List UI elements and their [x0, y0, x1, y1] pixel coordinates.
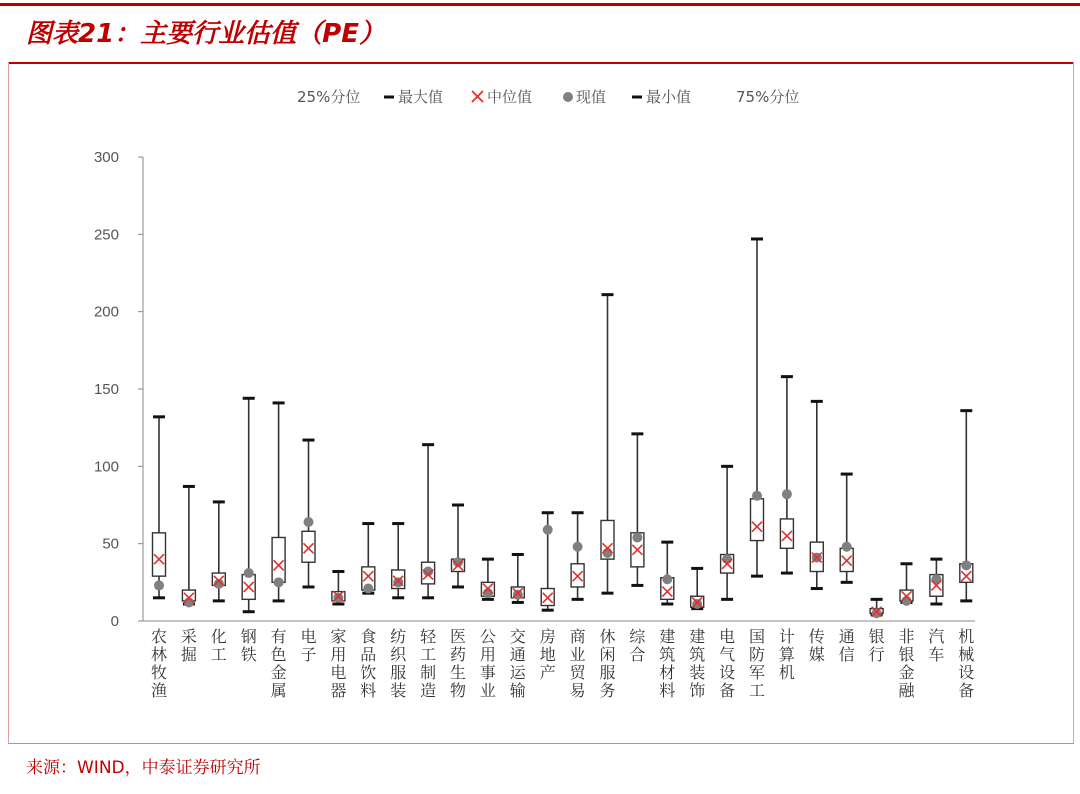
box-group [452, 505, 465, 587]
legend-item [632, 88, 691, 106]
current-value-marker [184, 597, 194, 607]
legend-item [563, 88, 606, 106]
x-category-label: 计算机 [778, 627, 795, 682]
legend-label: 最小值 [646, 88, 692, 106]
current-value-marker [304, 517, 314, 527]
current-value-marker [872, 608, 882, 618]
x-category-label: 建筑装饰 [689, 627, 706, 700]
box-group [810, 401, 823, 588]
y-tick-label: 200 [93, 303, 119, 321]
current-value-marker [782, 489, 792, 499]
x-category-label: 交通运输 [509, 627, 526, 700]
box-group [362, 524, 375, 594]
x-category-label: 银行 [868, 627, 885, 664]
x-category-label: 公用事业 [479, 627, 496, 700]
x-category-label: 综合 [629, 627, 646, 664]
y-tick-label: 250 [93, 226, 119, 244]
x-category-label: 传媒 [808, 627, 825, 664]
x-category-label: 建筑材料 [659, 627, 676, 700]
current-value-marker [692, 599, 702, 609]
legend-label: 25%分位 [297, 88, 361, 106]
x-category-label: 化工 [210, 627, 227, 664]
figure-title: 图表21：主要行业估值（PE） [26, 19, 385, 49]
legend-item [472, 88, 532, 106]
box-group [422, 445, 435, 598]
x-category-label: 有色金属 [270, 627, 287, 700]
legend-dot-symbol [563, 92, 573, 102]
box-group [900, 564, 913, 606]
x-category-label: 非银金融 [898, 627, 915, 700]
box-group [302, 440, 315, 587]
current-value-marker [333, 593, 343, 603]
x-category-label: 商业贸易 [569, 627, 586, 700]
x-category-label: 轻工制造 [420, 627, 437, 700]
current-value-marker [902, 596, 912, 606]
current-value-marker [842, 542, 852, 552]
y-tick-label: 0 [110, 613, 119, 630]
box-group [661, 542, 674, 604]
x-category-label: 电子 [300, 627, 317, 664]
box-group [182, 486, 195, 607]
iqr-box [780, 519, 793, 548]
box-group [870, 599, 883, 618]
x-category-label: 食品饮料 [360, 627, 377, 700]
box-group [272, 403, 285, 601]
y-tick-label: 150 [93, 381, 119, 398]
chart-legend [297, 88, 799, 106]
source-note: 来源：WIND，中泰证券研究所 [26, 758, 261, 778]
x-category-label: 电气设备 [719, 627, 736, 700]
box-group [571, 513, 584, 600]
y-tick-label: 300 [93, 149, 119, 166]
current-value-marker [722, 554, 732, 564]
box-group [481, 559, 494, 599]
legend-item [736, 88, 799, 106]
y-tick-label: 50 [102, 535, 119, 553]
current-value-marker [274, 577, 284, 587]
box-group [751, 239, 764, 576]
x-category-label: 通信 [838, 627, 855, 664]
footer-divider [8, 743, 1074, 744]
box-group [631, 434, 644, 586]
current-value-marker [752, 491, 762, 501]
box-group [392, 524, 405, 598]
x-category-label: 国防军工 [748, 627, 766, 700]
current-value-marker [603, 548, 613, 558]
legend-label: 现值 [576, 88, 607, 106]
x-category-label: 采掘 [180, 627, 197, 664]
current-value-marker [244, 568, 254, 578]
legend-item [297, 88, 360, 106]
x-category-label: 房地产 [539, 627, 556, 682]
x-category-label: 家用电器 [330, 627, 347, 700]
box-group [601, 295, 614, 594]
x-category-label: 纺织服装 [390, 627, 407, 700]
plot-area [153, 239, 973, 618]
x-category-label: 汽车 [928, 627, 945, 664]
current-value-marker [543, 525, 553, 535]
current-value-marker [961, 560, 971, 570]
box-group [332, 572, 345, 604]
x-category-label: 钢铁 [240, 627, 257, 664]
current-value-marker [363, 584, 373, 594]
box-group [840, 474, 853, 582]
box-group [930, 559, 943, 604]
box-group [212, 502, 225, 601]
box-group [153, 417, 166, 598]
box-group [242, 398, 255, 611]
y-tick-label: 100 [93, 458, 119, 476]
x-axis-labels [151, 627, 974, 700]
current-value-marker [662, 574, 672, 584]
x-category-label: 农林牧渔 [150, 627, 168, 700]
x-category-label: 休闲服务 [599, 627, 616, 700]
current-value-marker [573, 542, 583, 552]
current-value-marker [393, 577, 403, 587]
x-category-label: 机械设备 [958, 627, 975, 700]
box-group [511, 554, 524, 602]
current-value-marker [513, 590, 523, 600]
box-group [541, 513, 554, 610]
x-category-label: 医药生物 [449, 627, 467, 700]
box-group [691, 568, 704, 609]
current-value-marker [483, 588, 493, 598]
box-group [721, 466, 734, 599]
box-group [780, 377, 793, 573]
legend-item [384, 88, 443, 106]
current-value-marker [154, 580, 164, 590]
current-value-marker [632, 532, 642, 542]
iqr-box [751, 499, 764, 541]
box-group [960, 411, 973, 601]
legend-label: 最大值 [398, 88, 444, 106]
iqr-box [302, 531, 315, 562]
legend-label: 中位值 [487, 88, 533, 106]
legend-label: 75%分位 [736, 88, 800, 106]
